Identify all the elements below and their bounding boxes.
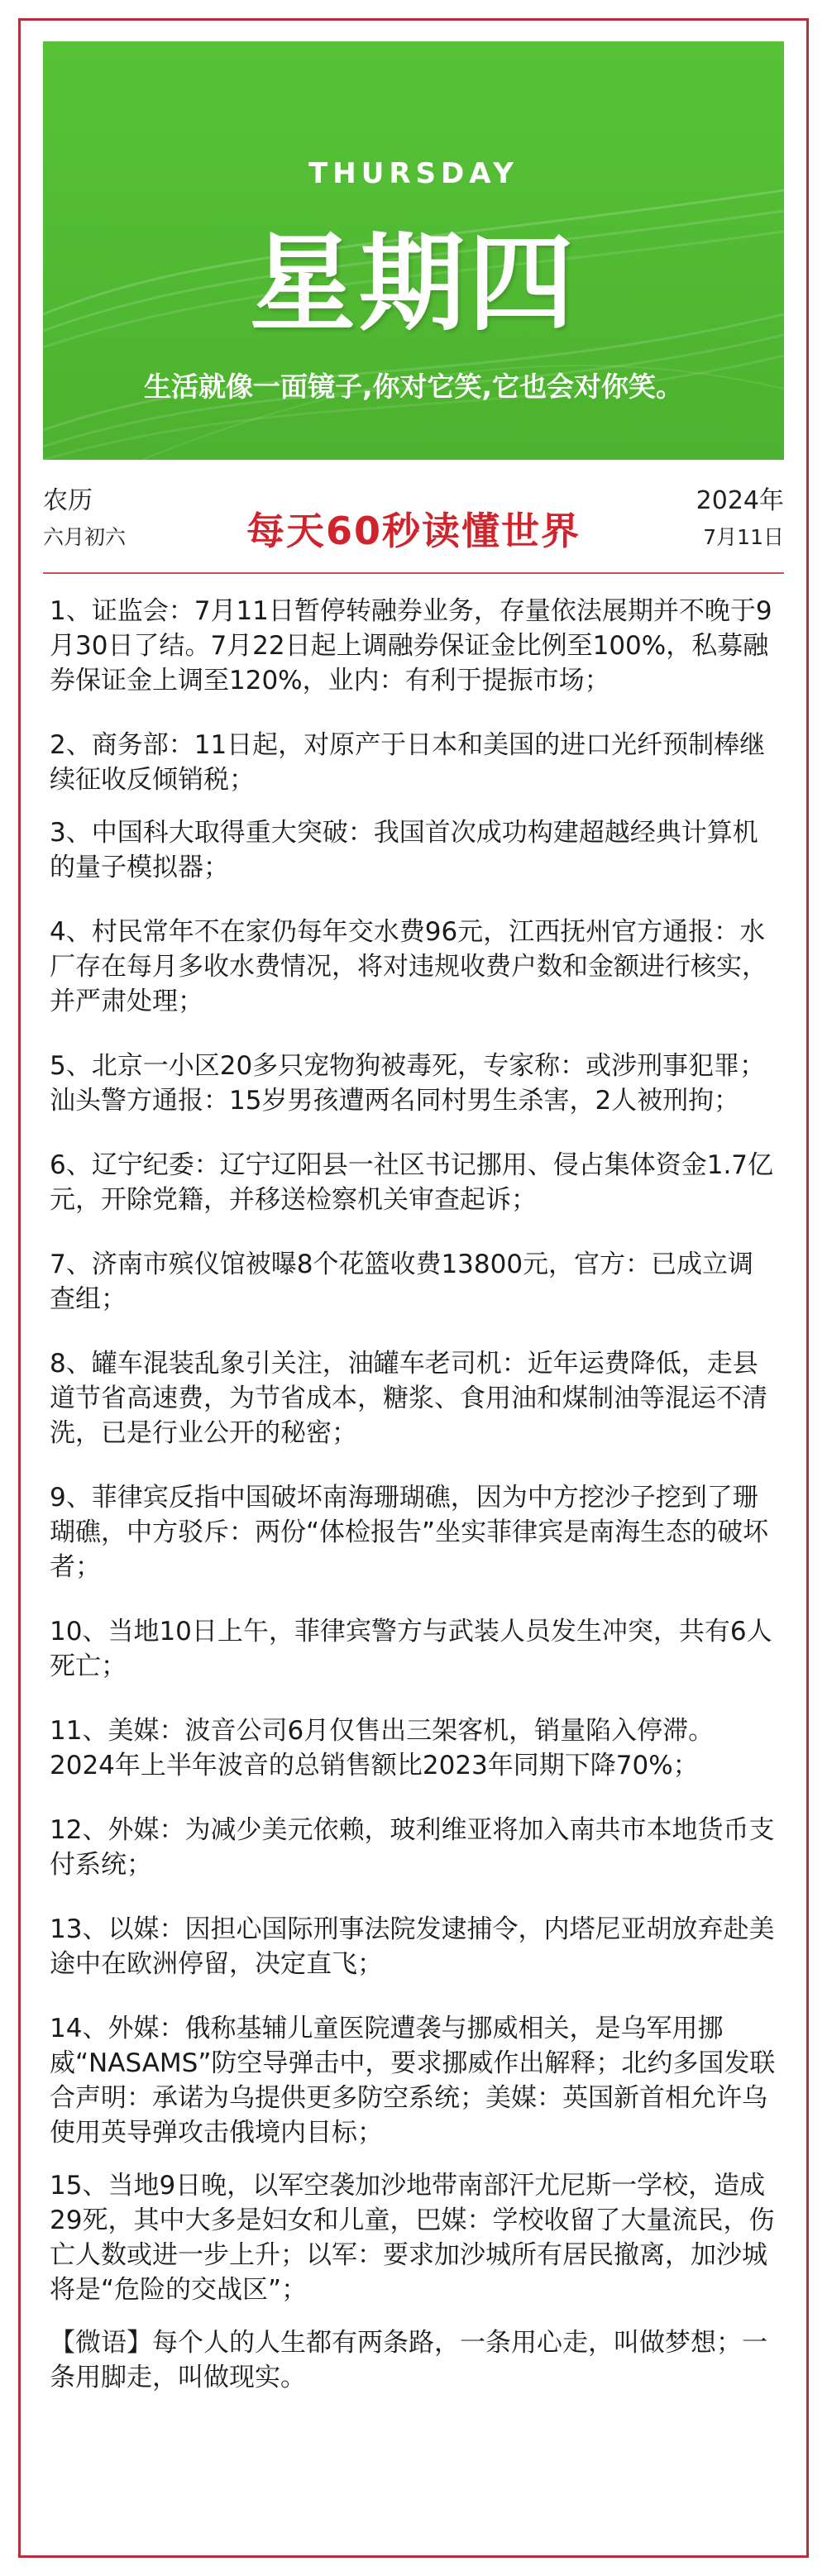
header-divider	[43, 572, 784, 574]
news-item: 8、罐车混装乱象引关注，油罐车老司机：近年运费降低，走县道节省高速费，为节省成本，糖浆、食用油和煤制油等混运不清洗，已是行业公开的秘密；	[50, 1349, 767, 1448]
news-item: 6、辽宁纪委：辽宁辽阳县一社区书记挪用、侵占集体资金1.7亿元，开除党籍，并移送检察机关审查起诉；	[50, 1150, 774, 1215]
weekday-chinese: 星期四	[249, 222, 577, 346]
news-item: 2、商务部：11日起，对原产于日本和美国的进口光纤预制棒继续征收反倾销税；	[50, 730, 766, 795]
date-header	[43, 471, 784, 562]
news-item: 5、北京一小区20多只宠物狗被毒死，专家称：或涉刑事犯罪；汕头警方通报：15岁男孩遭两名同村男生杀害，2人被刑拘；	[50, 1051, 766, 1116]
banner	[43, 41, 784, 460]
weekday-english: THURSDAY	[308, 157, 519, 190]
lunar-label: 农历	[43, 486, 93, 515]
news-item: 9、菲律宾反指中国破坏南海珊瑚礁，因为中方挖沙子挖到了珊瑚礁，中方驳斥：两份“体检报告”坐实菲律宾是南海生态的破坏者；	[50, 1483, 769, 1582]
news-item: 11、美媒：波音公司6月仅售出三架客机，销量陷入停滞。2024年上半年波音的总销售额比2023年同期下降70%；	[50, 1716, 715, 1780]
motto: 生活就像一面镜子,你对它笑,它也会对你笑。	[143, 370, 684, 403]
year: 2024年	[696, 486, 784, 515]
news-item: 14、外媒：俄称基辅儿童医院遭袭与挪威相关，是乌军用挪威“NASAMS”防空导弹击中，要求挪威作出解释；北约多国发联合声明：承诺为乌提供更多防空系统；美媒：英国新首相允许乌使用英导弹攻击俄境内目标；	[50, 2014, 776, 2148]
news-item: 13、以媒：因担心国际刑事法院发逮捕令，内塔尼亚胡放弃赴美途中在欧洲停留，决定直飞；	[50, 1914, 775, 1979]
news-item: 12、外媒：为减少美元依赖，玻利维亚将加入南共市本地货币支付系统；	[50, 1815, 775, 1880]
page-title: 每天60秒读懂世界	[246, 509, 581, 553]
news-item: 7、济南市殡仪馆被曝8个花篮收费13800元，官方：已成立调查组；	[50, 1250, 754, 1314]
news-item: 10、当地10日上午，菲律宾警方与武装人员发生冲突，共有6人死亡；	[50, 1617, 772, 1681]
date: 7月11日	[703, 525, 784, 549]
lunar-date: 六月初六	[43, 525, 127, 549]
daily-quote: 【微语】每个人的人生都有两条路，一条用心走，叫做梦想；一条用脚走，叫做现实。	[50, 2328, 767, 2392]
news-item: 1、证监会：7月11日暂停转融券业务，存量依法展期并不晚于9月30日了结。7月22日起上调融券保证金比例至100%，私募融券保证金上调至120%，业内：有利于提振市场；	[50, 596, 772, 695]
news-item: 3、中国科大取得重大突破：我国首次成功构建超越经典计算机的量子模拟器；	[50, 818, 758, 882]
news-item: 4、村民常年不在家仍每年交水费96元，江西抚州官方通报：水厂存在每月多收水费情况，将对违规收费户数和金额进行核实，并严肃处理；	[50, 917, 767, 1016]
news-item: 15、当地9日晚，以军空袭加沙地带南部汗尤尼斯一学校，造成29死，其中大多是妇女和儿童，巴媒：学校收留了大量流民，伤亡人数或进一步上升；以军：要求加沙城所有居民撤离，加沙城将是“危险的交战区”；	[50, 2171, 775, 2305]
news-list	[50, 594, 777, 2395]
